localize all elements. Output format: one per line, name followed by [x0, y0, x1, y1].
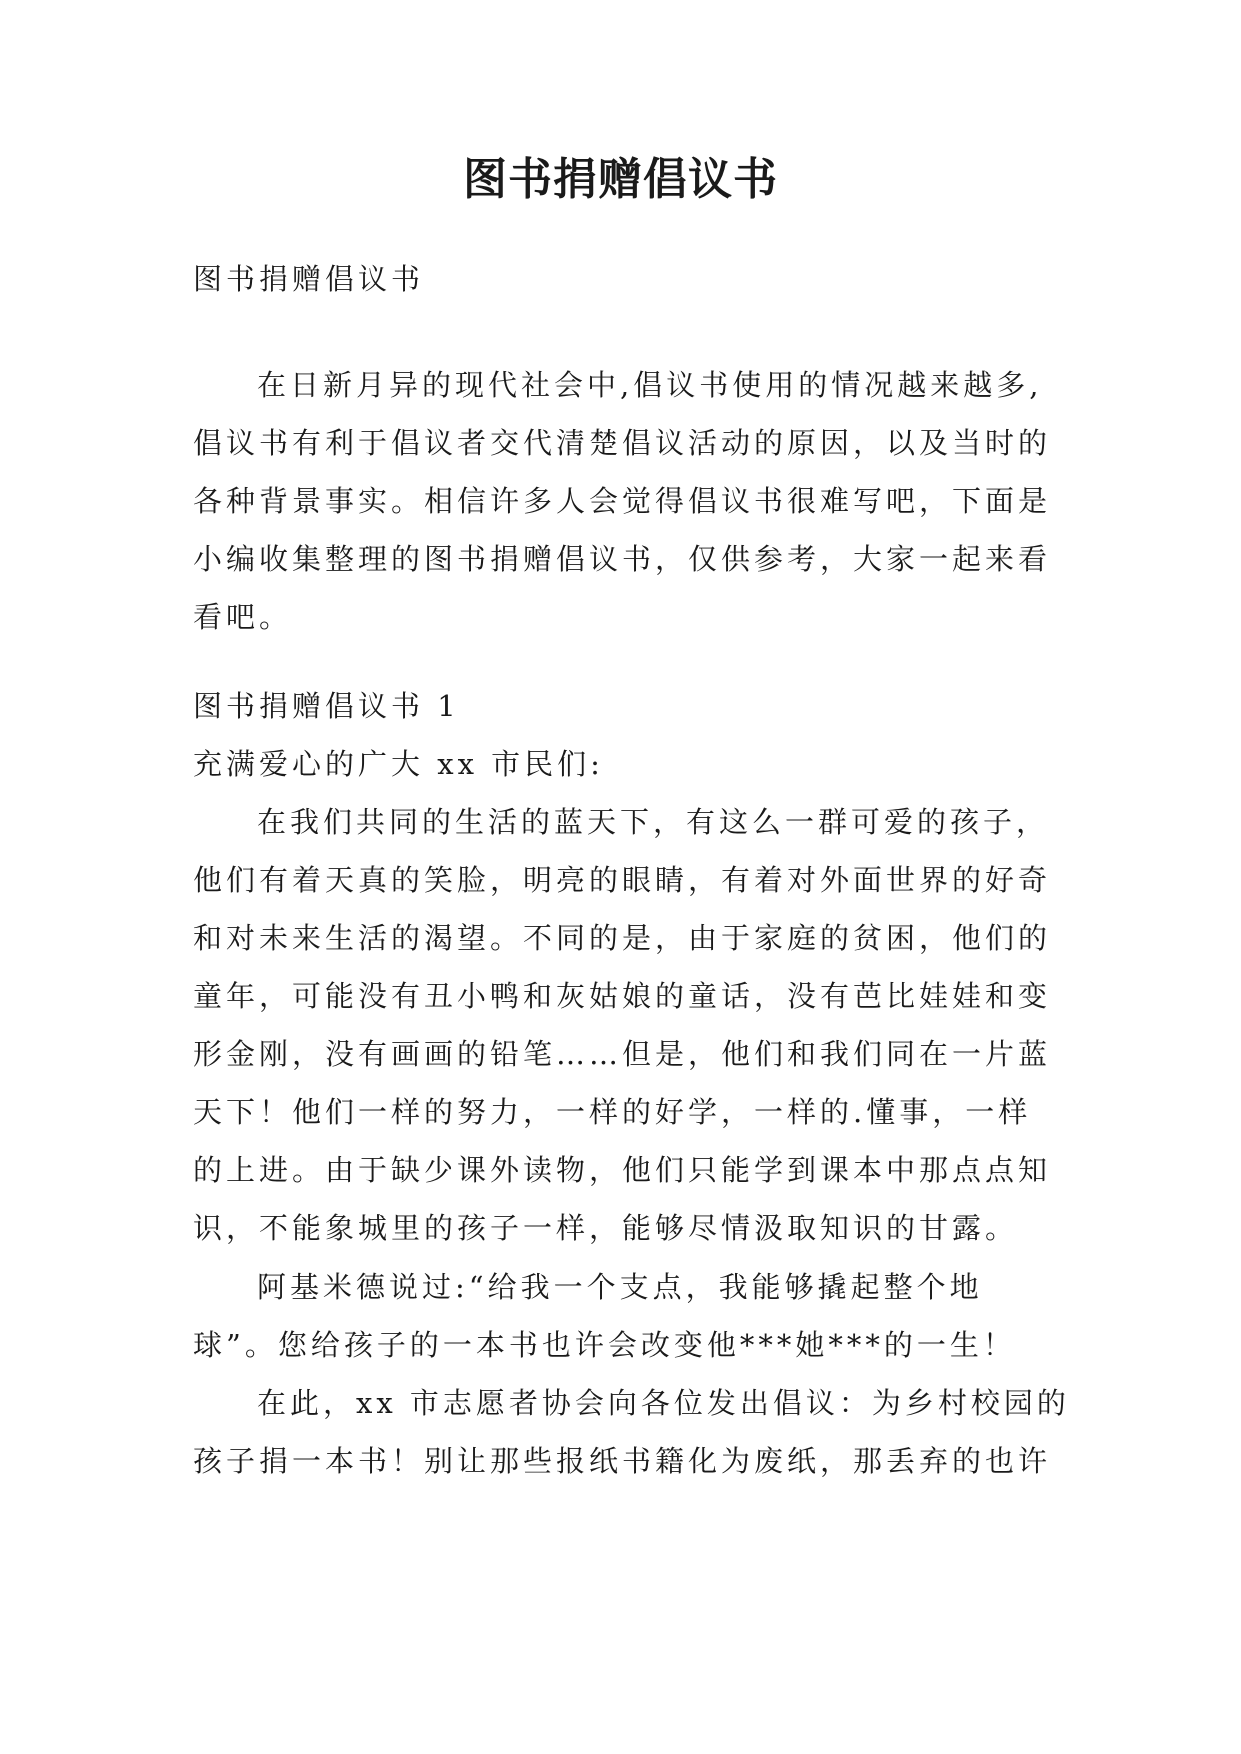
- document-title: 图书捐赠倡议书: [463, 154, 778, 205]
- paragraph-line: 阿基米德说过:“给我一个支点，我能够撬起整个地: [257, 1270, 983, 1304]
- document-subtitle: [193, 250, 1053, 308]
- salutation-text: 充满爱心的广大 xx 市民们:: [193, 747, 604, 781]
- intro-line: 倡议书有利于倡议者交代清楚倡议活动的原因，以及当时的: [193, 426, 1052, 460]
- paragraph-line: 天下！他们一样的努力，一样的好学，一样的.懂事，一样: [193, 1095, 1032, 1129]
- section-heading: [193, 677, 1053, 735]
- intro-line: 各种背景事实。相信许多人会觉得倡议书很难写吧，下面是: [193, 484, 1052, 518]
- paragraph-line: 童年，可能没有丑小鸭和灰姑娘的童话，没有芭比娃娃和变: [193, 979, 1052, 1013]
- subtitle-text: 图书捐赠倡议书: [193, 262, 425, 296]
- paragraph-2: [193, 1258, 1053, 1374]
- paragraph-line: 在此，xx 市志愿者协会向各位发出倡议：为乡村校园的: [257, 1386, 1070, 1420]
- salutation: [193, 735, 1053, 793]
- paragraph-line: 和对未来生活的渴望。不同的是，由于家庭的贫困，他们的: [193, 921, 1052, 955]
- intro-line: 小编收集整理的图书捐赠倡议书，仅供参考，大家一起来看: [193, 542, 1052, 576]
- paragraph-line: 识，不能象城里的孩子一样，能够尽情汲取知识的甘露。: [193, 1211, 1019, 1245]
- paragraph-line: 他们有着天真的笑脸，明亮的眼睛，有着对外面世界的好奇: [193, 863, 1052, 897]
- intro-paragraph: [193, 356, 1053, 646]
- paragraph-3: [193, 1374, 1070, 1490]
- paragraph-line: 在我们共同的生活的蓝天下，有这么一群可爱的孩子，: [257, 805, 1050, 839]
- paragraph-line: 球”。您给孩子的一本书也许会改变他***她***的一生！: [193, 1328, 1016, 1362]
- intro-line: 在日新月异的现代社会中,倡议书使用的情况越来越多,: [257, 368, 1043, 402]
- paragraph-line: 的上进。由于缺少课外读物，他们只能学到课本中那点点知: [193, 1153, 1052, 1187]
- paragraph-line: 形金刚，没有画画的铅笔……但是，他们和我们同在一片蓝: [193, 1037, 1052, 1071]
- paragraph-line: 孩子捐一本书！别让那些报纸书籍化为废纸，那丢弃的也许: [193, 1444, 1052, 1478]
- intro-line: 看吧。: [193, 600, 293, 634]
- section-heading-text: 图书捐赠倡议书 1: [193, 689, 460, 723]
- paragraph-1: [193, 793, 1053, 1257]
